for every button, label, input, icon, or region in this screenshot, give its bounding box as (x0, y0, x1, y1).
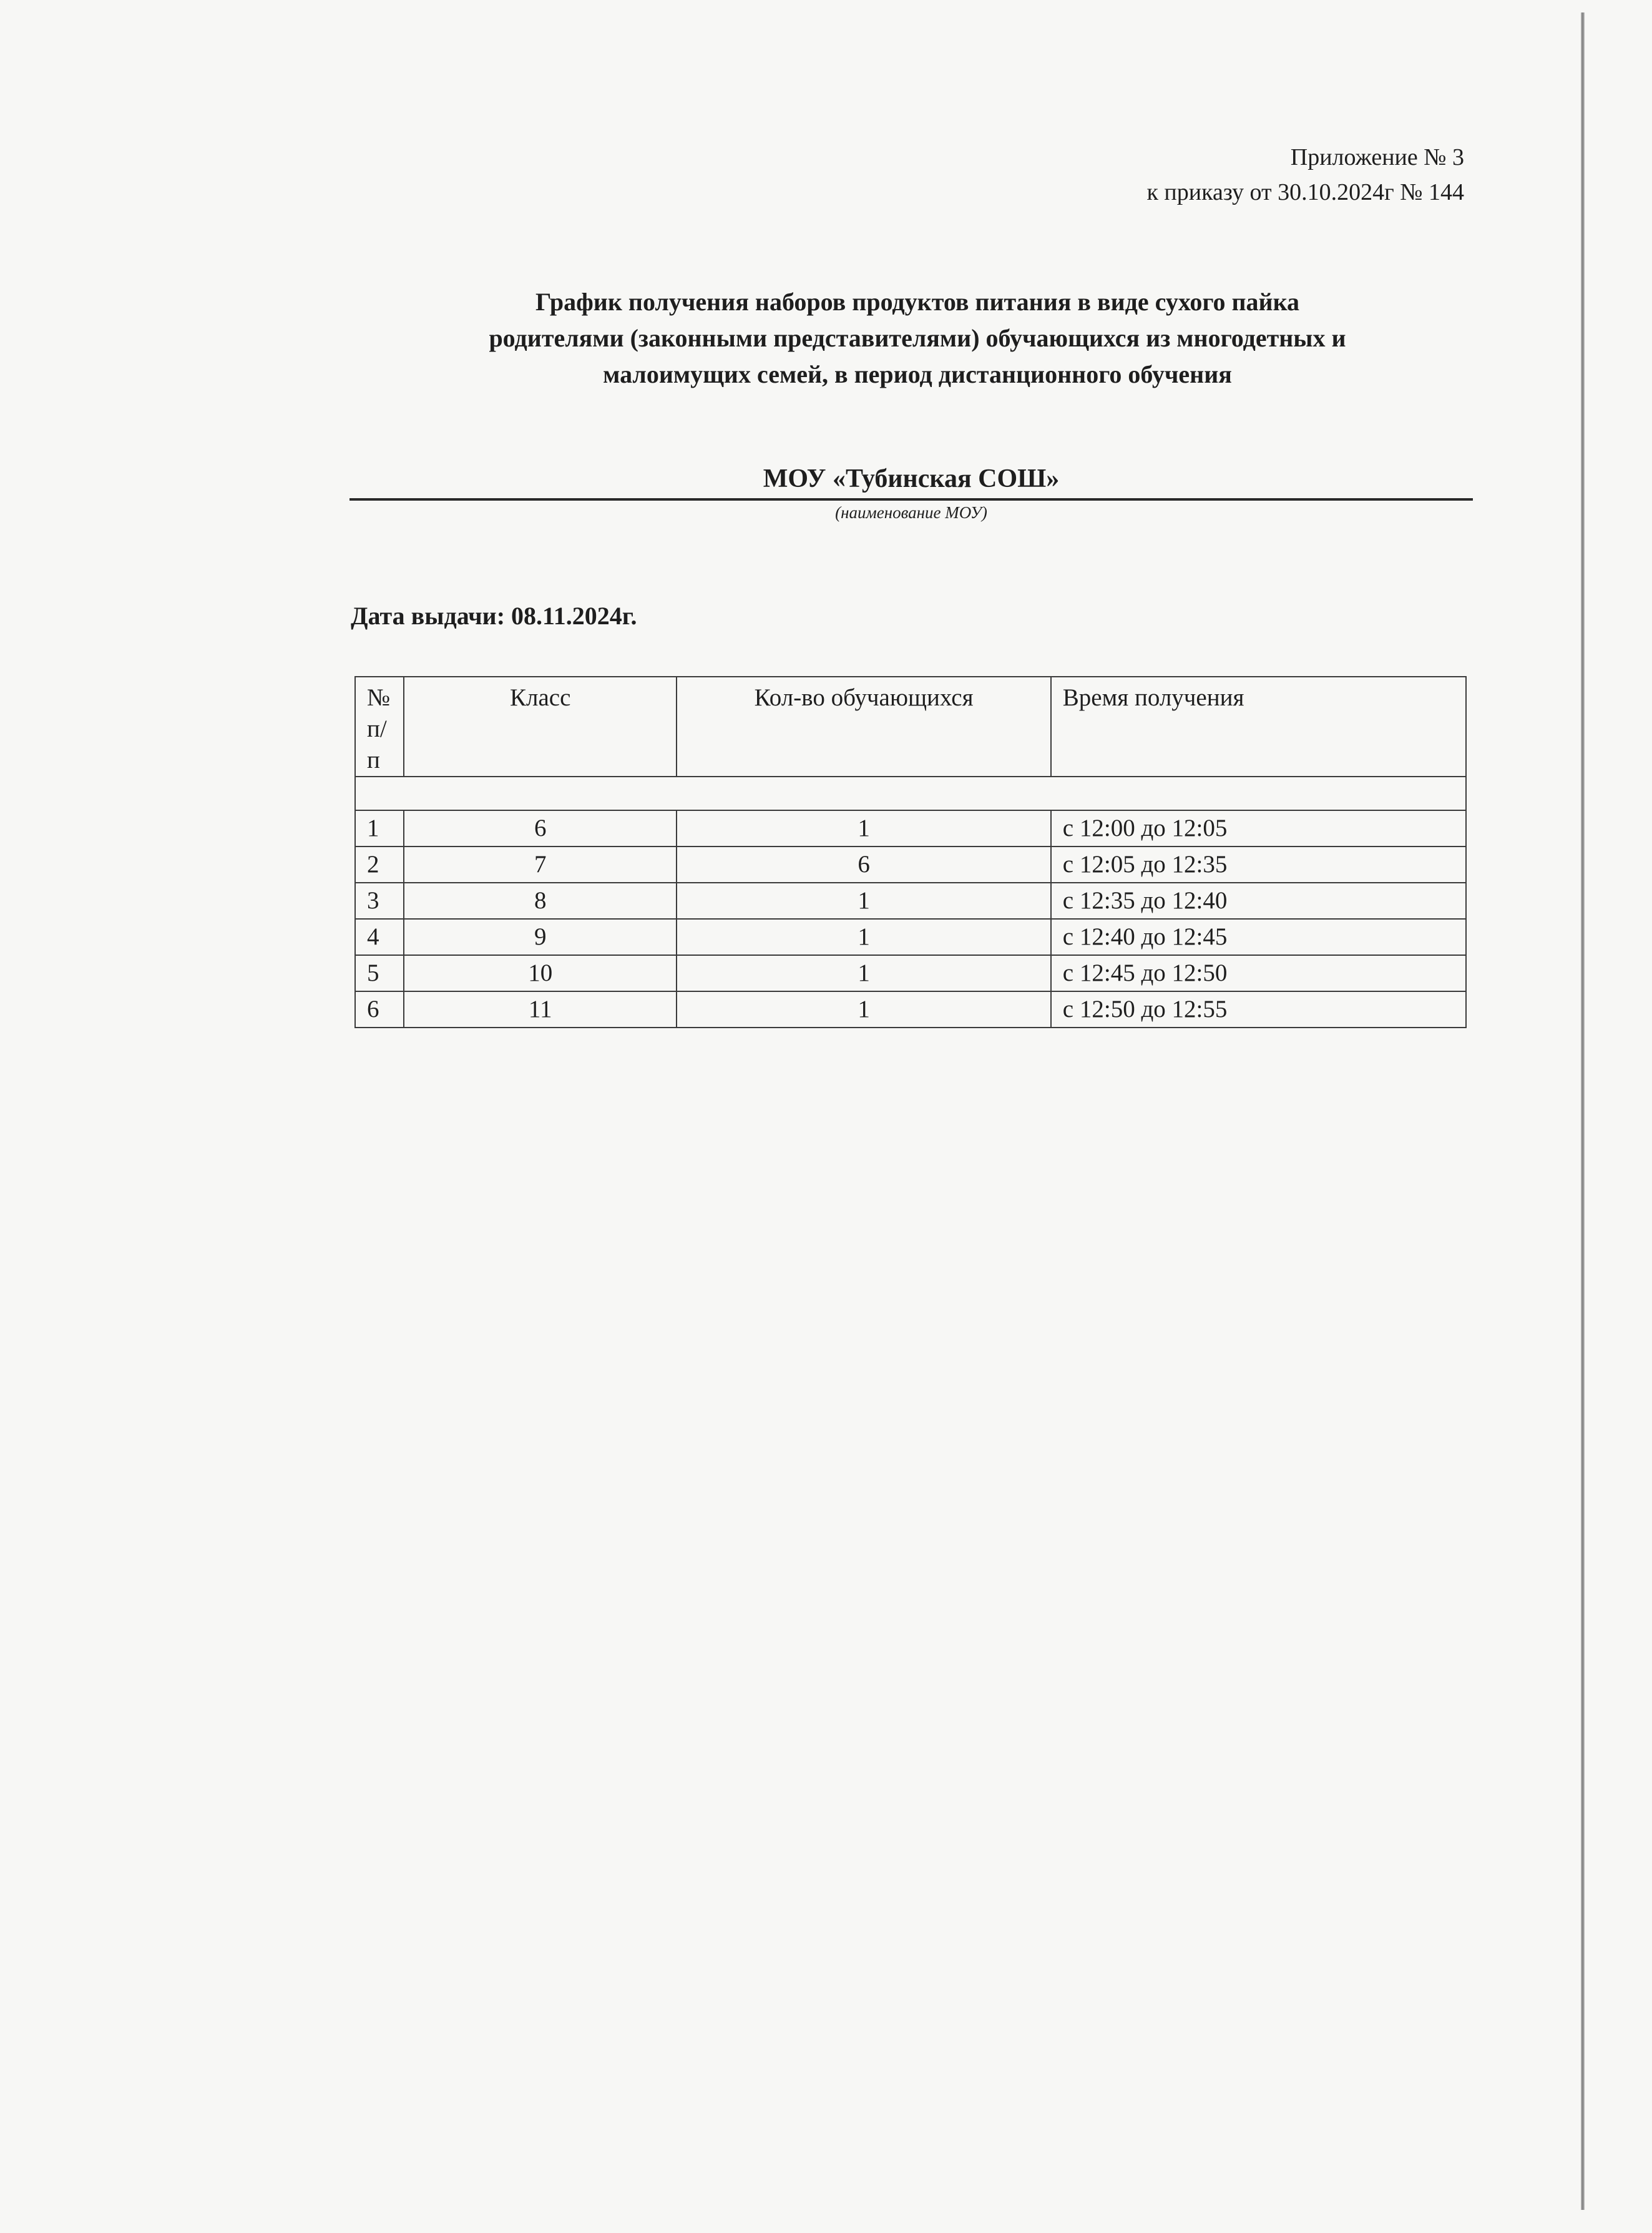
header-time: Время получения (1051, 677, 1466, 777)
cell-number: 1 (355, 810, 404, 847)
header-number (355, 677, 404, 777)
cell-number: 2 (355, 847, 404, 883)
organization-caption: (наименование МОУ) (835, 503, 987, 522)
cell-number: 3 (355, 883, 404, 919)
header-class: Класс (404, 677, 677, 777)
cell-count: 1 (677, 810, 1050, 847)
cell-count: 1 (677, 883, 1050, 919)
cell-time: с 12:05 до 12:35 (1051, 847, 1466, 883)
cell-class: 10 (404, 955, 677, 991)
spacer-cell (355, 777, 1466, 810)
cell-class: 6 (404, 810, 677, 847)
cell-count: 6 (677, 847, 1050, 883)
cell-class: 11 (404, 991, 677, 1028)
cell-number: 5 (355, 955, 404, 991)
table-row (355, 991, 1466, 1028)
table-row (355, 847, 1466, 883)
table-row (355, 919, 1466, 955)
table-row (355, 810, 1466, 847)
appendix-number: Приложение № 3 (1290, 144, 1464, 170)
scan-edge-shadow (1581, 12, 1585, 2210)
cell-class: 7 (404, 847, 677, 883)
issue-date: Дата выдачи: 08.11.2024г. (351, 602, 637, 630)
cell-count: 1 (677, 991, 1050, 1028)
title-line-3: малоимущих семей, в период дистанционного обучения (603, 360, 1232, 388)
order-reference: к приказу от 30.10.2024г № 144 (1146, 179, 1464, 205)
cell-time: с 12:35 до 12:40 (1051, 883, 1466, 919)
cell-class: 8 (404, 883, 677, 919)
document-title (325, 284, 1510, 393)
header-number-line-2: п/п (367, 715, 387, 773)
cell-time: с 12:00 до 12:05 (1051, 810, 1466, 847)
table-spacer-row (355, 777, 1466, 810)
cell-number: 6 (355, 991, 404, 1028)
title-line-1: График получения наборов продуктов питания в виде сухого пайка (535, 288, 1300, 316)
cell-time: с 12:40 до 12:45 (1051, 919, 1466, 955)
header-number-line-1: № (367, 684, 391, 711)
cell-time: с 12:45 до 12:50 (1051, 955, 1466, 991)
schedule-table (354, 676, 1467, 1028)
table-header-row (355, 677, 1466, 777)
cell-class: 9 (404, 919, 677, 955)
table-row (355, 883, 1466, 919)
cell-time: с 12:50 до 12:55 (1051, 991, 1466, 1028)
cell-number: 4 (355, 919, 404, 955)
title-line-2: родителями (законными представителями) обучающихся из многодетных и (489, 324, 1346, 352)
cell-count: 1 (677, 955, 1050, 991)
appendix-header (1146, 140, 1464, 210)
organization-name: МОУ «Тубинская СОШ» (349, 459, 1473, 501)
table-row (355, 955, 1466, 991)
cell-count: 1 (677, 919, 1050, 955)
header-count: Кол-во обучающихся (677, 677, 1050, 777)
